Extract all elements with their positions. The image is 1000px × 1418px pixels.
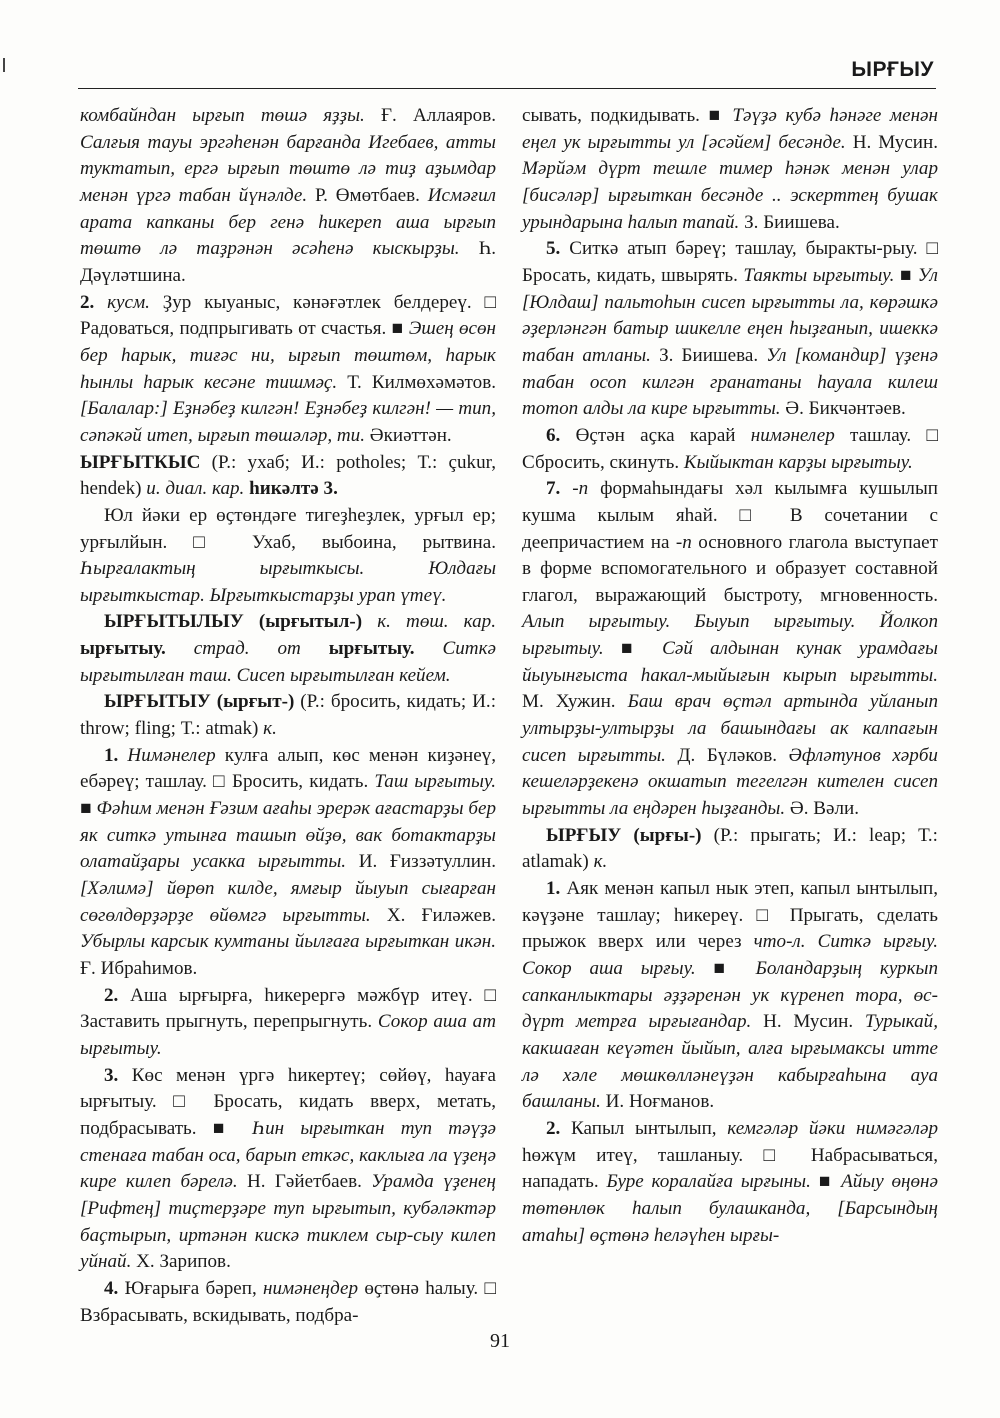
- entry-paragraph: ЫРҒЫТКЫС (Р.: ухаб; И.: potholes; Т.: çukur, hendek) и. диал. кар. һикәлтә 3.: [80, 451, 496, 500]
- entry-paragraph: 4. Юғарыға бәреп, нимәнеңдер өҫтөнә һалыу. □ Взбрасывать, вскидывать, подбра-: [80, 1277, 496, 1326]
- entry-paragraph: 2. кусм. Ҙур кыуаныс, кәнәғәтлек белдереү. □ Радоваться, подпрыгивать от счастья. ■ Эшең өсөн бер һарык, тиғәс ни, ырғып төштөм, һарык һынлы һарык кесәне тишмәҫ. Т. Килмөхәмәтов. [Балалар:] Еҙнәбеҙ килгән! Еҙнәбеҙ килгән! — тип, сәпәкәй итеп, ырғып төшәләр, ти. Әкиәттән.: [80, 291, 497, 446]
- entry-paragraph: ЫРҒЫУ (ырғы-) (Р.: прыгать; И.: leap; Т.: atlamak) к.: [522, 824, 938, 873]
- entry-paragraph: сывать, подкидывать. ■ Тәүҙә кубә һәнәге менән еңел ук ырғытты ул [әсәйем] бесәнде. Н. Мусин. Мәрйәм дүрт тешле тимер һәнәк менән улар [бисәләр] ырғыткан бесәнде .. эскерттең бушак урындарына һалып тапай. З. Биишева.: [522, 105, 939, 233]
- page-number: 91: [490, 1330, 510, 1352]
- entry-paragraph: 3. Көс менән үргә һикертеү; сөйөү, һауаға ырғытыу. □ Бросать, кидать вверх, метать, подбрасывать. ■ Һин ырғыткан туп тәүҙә стенаға табан оса, барып еткәс, каклыға ла үҙеңә кире килеп бәрелә. Н. Гәйетбаев. Урамда үҙенең [Рифтең] тиҫтерҙәре туп ырғытып, кубәләктәр баҫтырып, иртәнән кискә тиклем сыр-сыу килеп уйнай. Х. Зарипов.: [80, 1064, 497, 1273]
- entry-paragraph: Юл йәки ер өҫтөндәге тигеҙһеҙлек, урғыл ер; урғылйын. □ Ухаб, выбоина, рытвина. Һырғалактың ырғыткысы. Юлдағы ырғыткыстар. Ырғыткыстарҙы урап үтеү.: [80, 504, 496, 606]
- page-header: [78, 54, 936, 89]
- entry-paragraph: 2. Капыл ынтылып, кемгәләр йәки нимәгәләр һөжүм итеү, ташланыу. □ Набрасываться, нападать. Буре коралайға ырғыны. ■ Айыу өңөнә төтөнлөк һалып булашканда, [Барсындың атаһы] өҫтөнә һеләүһен ырғы-: [522, 1117, 938, 1246]
- right-column: [522, 103, 938, 1249]
- left-column: [80, 103, 496, 1329]
- entry-paragraph: 7. -п формаһындағы хәл кылымға кушылып кушма кылым яһай. □ В сочетании с деепричастием на -п основного глагола выступает в форме вспомогательного и образует составной глагол, выражающий быстроту, мгновенность. Алып ырғытыу. Быуып ырғытыу. Йолкоп ырғытыу. ■ Сәй алдынан кунак урамдағы йыуынғыста һакал-мыйығын кырып ырғытты. М. Хужин. Баш врач өҫтәл артында уйланып ултырҙы-ултырҙы ла башындағы ак калпағын сисеп ырғытты. Д. Бүләков. Әфләтунов хәрби кешеләрҙекенә окшатып тегелгән кителен сисеп ырғытты ла еңдәрен һыҙғанды. Ә. Вәли.: [522, 478, 938, 820]
- entry-paragraph: 5. Ситкә атып бәреү; ташлау, быракты-рыу. □ Бросать, кидать, швырять. Таякты ырғытыу. ■ Ул [Юлдаш] пальтоһын сисеп ырғытты ла, көрәшкә әҙерләнгән батыр шикелле еңен һыҙғанып, ишеккә табан атланы. З. Биишева. Ул [командир] үҙенә табан осоп килгән гранатаны һауала килеш тотоп алды ла кире ырғытты. Ә. Бикчәнтәев.: [522, 238, 938, 420]
- entry-paragraph: 6. Өҫтән аҫка карай нимәнелер ташлау. □ Сбросить, скинуть. Кыйыктан карҙы ырғытыу.: [522, 424, 938, 473]
- entry-paragraph: 2. Аша ырғырға, һикерергә мәжбүр итеү. □ Заставить прыгнуть, перепрыгнуть. Сокор аша ат ырғытыу.: [80, 984, 496, 1059]
- entry-paragraph: 1. Аяк менән капыл нык этеп, капыл ынтылып, кәүҙәне ташлау; һикереү. □ Прыгать, сделать прыжок вверх или через что-л. Ситкә ырғыу. Сокор аша ырғыу. ■ Боландарҙың куркып сапканлыктары әҙҙәренән ук күренеп тора, өс-дүрт метрға ырғығандар. Н. Мусин. Турыкай, какшаған кеүәтен йыйып, алға ырғымаксы итте лә хәле мөшкөлләнеүҙән кабырғаһына ауа башланы. И. Ноғманов.: [522, 878, 938, 1113]
- entry-paragraph: ЫРҒЫТЫЛЫУ (ырғытыл-) к. төш. кар. ырғытыу. страд. от ырғытыу. Ситкә ырғытылған таш. Сисеп ырғытылған кейем.: [80, 611, 496, 686]
- entry-paragraph: комбайндан ырғып төшә яҙҙы. Ғ. Аллаяров. Салғыя тауы эргәһенән барғанда Игебаев, атты туктатып, ергә ырғып төштө лә тиҙ аҙымдар менән үргә табан йүнәлде. Р. Өмөтбаев. Исмәғил арата капканы бер генә һикереп аша ырғып төштө лә таҙрәнән әсәһенә кыскырҙы. Һ. Дәүләтшина.: [80, 105, 496, 286]
- entry-paragraph: ЫРҒЫТЫУ (ырғыт-) (Р.: бросить, кидать; И.: throw; fling; Т.: atmak) к.: [80, 691, 497, 740]
- entry-paragraph: 1. Нимәнелер кулға алып, көс менән киҙәнеү, ебәреү; ташлау. □ Бросить, кидать. Таш ырғытыу. ■ Фәһим менән Ғәзим ағаһы эрерәк ағастарҙы бер як ситкә утынға ташып өйҙө, вак ботактарҙы олатайҙары усакка ырғытты. И. Ғиззәтуллин. [Хәлимә] йөрөп килде, ямғыр йыуып сығарған сөгөлдөрҙәрҙе өйөмгә ырғытты. Х. Ғиләжев. Убырлы карсык кумтаны йылғаға ырғыткан икән. Ғ. Ибраһимов.: [80, 744, 497, 979]
- scan-margin-mark: [3, 58, 5, 72]
- running-head: ЫРҒЫУ: [851, 58, 934, 81]
